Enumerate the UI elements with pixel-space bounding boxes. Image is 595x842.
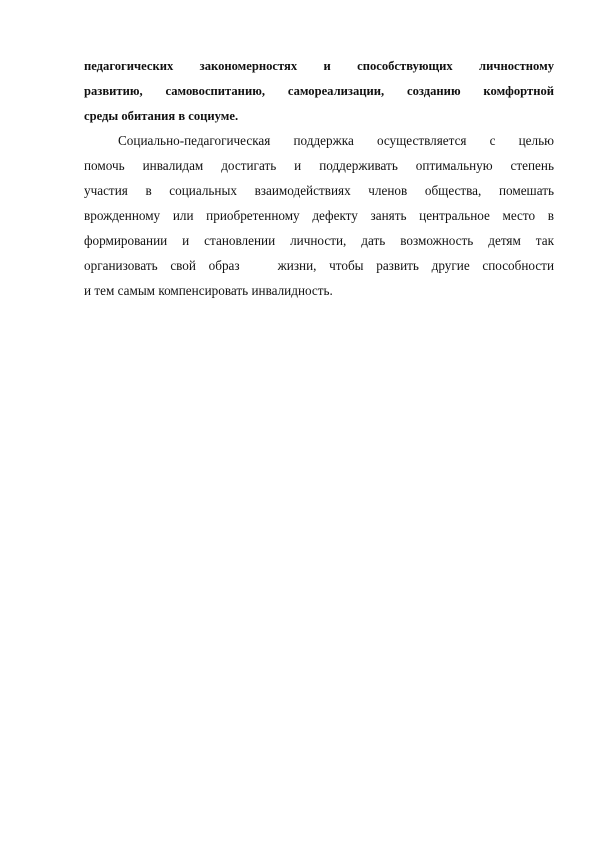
text-line: развитию, самовоспитанию, самореализации, созданию комфортной bbox=[84, 84, 554, 98]
text-line: педагогических закономерностях и способствующих личностному bbox=[84, 59, 554, 73]
text-line: и тем самым компенсировать инвалидность. bbox=[84, 283, 333, 298]
text-line: помочь инвалидам достигать и поддерживать оптимальную степень bbox=[84, 158, 554, 173]
text-line: Социально-педагогическая поддержка осуществляется с целью bbox=[118, 133, 554, 148]
paragraph-body bbox=[84, 128, 554, 303]
text-line: участия в социальных взаимодействиях членов общества, помешать bbox=[84, 183, 554, 198]
text-line: формировании и становлении личности, дать возможность детям так bbox=[84, 233, 554, 248]
paragraph-bold bbox=[84, 54, 554, 129]
text-line: организовать свой образ жизни, чтобы развить другие способности bbox=[84, 258, 554, 273]
text-line: среды обитания в социуме. bbox=[84, 109, 239, 123]
text-line: врожденному или приобретенному дефекту занять центральное место в bbox=[84, 208, 554, 223]
